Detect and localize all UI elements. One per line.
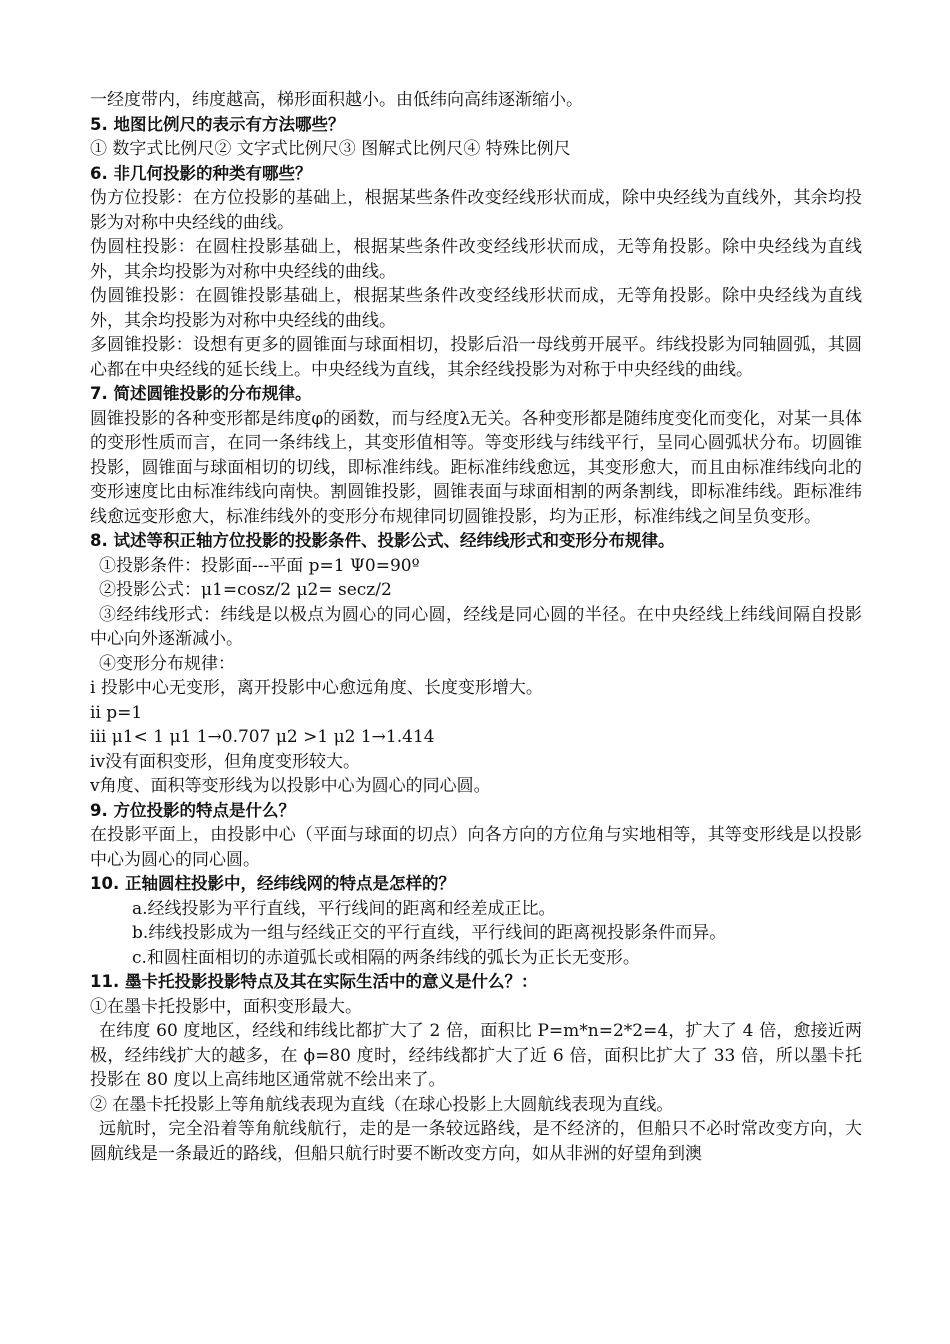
answer-8-item-iii: ⅲ μ1< 1 μ1 1→0.707 μ2 >1 μ2 1→1.414 bbox=[90, 727, 435, 747]
answer-8-distortion-title: ④变形分布规律： bbox=[99, 653, 235, 674]
answer-11-paragraph-2: 远航时，完全沿着等角航线航行，走的是一条较远路线，是不经济的，但船只不必时常改变方向，大圆航线是一条最近的路线，但船只航行时要不断改变方向，如从非洲的好望角到澳 bbox=[90, 1119, 862, 1164]
answer-11-paragraph-1: 在纬度 60 度地区，经线和纬线比都扩大了 2 倍，面积比 P=m*n=2*2=4，扩大了 4 倍，愈接近两极，经纬线扩大的越多，在 ϕ=80 度时，经纬线都扩大了近 6 倍，面积比扩大了 33 倍，所以墨卡托投影在 80 度以上高纬地区通常就不绘出来了。 bbox=[90, 1021, 862, 1090]
question-9-heading: 9. 方位投影的特点是什么？ bbox=[90, 800, 295, 820]
answer-10-b: b.纬线投影成为一组与经线正交的平行直线，平行线间的距离视投影条件而异。 bbox=[132, 923, 727, 943]
polyconic-paragraph: 多圆锥投影：设想有更多的圆锥面与球面相切，投影后沿一母线剪开展平。纬线投影为同轴圆弧，其圆心都在中央经线的延长线上。中央经线为直线，其余经线投影为对称于中央经线的曲线。 bbox=[90, 335, 862, 380]
answer-8-item-iv: ⅳ没有面积变形，但角度变形较大。 bbox=[90, 751, 361, 772]
answer-11-point-1: ①在墨卡托投影中，面积变形最大。 bbox=[90, 996, 362, 1017]
answer-9-paragraph: 在投影平面上，由投影中心（平面与球面的切点）向各方向的方位角与实地相等，其等变形线是以投影中心为圆心的同心圆。 bbox=[90, 825, 862, 870]
answer-8-formula: ②投影公式：μ1=cosz/2 μ2= secz/2 bbox=[99, 580, 392, 600]
question-5-heading: 5. 地图比例尺的表示有方法哪些？ bbox=[90, 114, 345, 134]
answer-5-line: ① 数字式比例尺② 文字式比例尺③ 图解式比例尺④ 特殊比例尺 bbox=[90, 139, 571, 159]
answer-8-item-v: ⅴ角度、面积等变形线为以投影中心为圆心的同心圆。 bbox=[90, 776, 491, 796]
question-7-heading: 7. 简述圆锥投影的分布规律。 bbox=[90, 384, 312, 403]
answer-11-point-2: ② 在墨卡托投影上等角航线表现为直线（在球心投影上大圆航线表现为直线。 bbox=[90, 1094, 674, 1115]
question-11-heading: 11. 墨卡托投影投影特点及其在实际生活中的意义是什么？： bbox=[90, 972, 538, 991]
question-8-heading: 8. 试述等积正轴方位投影的投影条件、投影公式、经纬线形式和变形分布规律。 bbox=[90, 531, 675, 550]
pseudo-cylindrical-paragraph: 伪圆柱投影：在圆柱投影基础上，根据某些条件改变经线形状而成，无等角投影。除中央经线为直线外，其余均投影为对称中央经线的曲线。 bbox=[90, 237, 862, 282]
text-line: 一经度带内，纬度越高，梯形面积越小。由低纬向高纬逐渐缩小。 bbox=[90, 90, 583, 110]
answer-8-condition: ①投影条件：投影面---平面 p=1 Ψ0=90º bbox=[99, 555, 420, 576]
question-10-heading: 10. 正轴圆柱投影中，经纬线网的特点是怎样的？ bbox=[90, 874, 455, 893]
answer-8-graticule: ③经纬线形式：纬线是以极点为圆心的同心圆，经线是同心圆的半径。在中央经线上纬线间隔自投影中心向外逐渐减小。 bbox=[90, 604, 862, 649]
pseudo-conic-paragraph: 伪圆锥投影：在圆锥投影基础上，根据某些条件改变经线形状而成，无等角投影。除中央经线为直线外，其余均投影为对称中央经线的曲线。 bbox=[90, 286, 862, 331]
answer-10-c: c.和圆柱面相切的赤道弧长或相隔的两条纬线的弧长为正长无变形。 bbox=[132, 947, 640, 968]
question-6-heading: 6. 非几何投影的种类有哪些？ bbox=[90, 163, 312, 183]
answer-10-a: a.经线投影为平行直线，平行线间的距离和经差成正比。 bbox=[132, 898, 556, 919]
answer-8-item-ii: ⅱ p=1 bbox=[90, 702, 143, 723]
answer-8-item-i: ⅰ 投影中心无变形，离开投影中心愈远角度、长度变形增大。 bbox=[90, 678, 543, 698]
pseudo-azimuthal-paragraph: 伪方位投影：在方位投影的基础上，根据某些条件改变经线形状而成，除中央经线为直线外，其余均投影为对称中央经线的曲线。 bbox=[90, 188, 862, 233]
document-page bbox=[90, 88, 862, 1166]
answer-7-paragraph: 圆锥投影的各种变形都是纬度φ的函数，而与经度λ无关。各种变形都是随纬度变化而变化，对某一具体的变形性质而言，在同一条纬线上，其变形值相等。等变形线与纬线平行，呈同心圆弧状分布。切圆锥投影，圆锥面与球面相切的切线，即标准纬线。距标准纬线愈远，其变形愈大，而且由标准纬线向北的变形速度比由标准纬线向南快。割圆锥投影，圆锥表面与球面相割的两条割线，即标准纬线。距标准纬线愈远变形愈大，标准纬线外的变形分布规律同切圆锥投影，均为正形，标准纬线之间呈负变形。 bbox=[90, 408, 862, 527]
